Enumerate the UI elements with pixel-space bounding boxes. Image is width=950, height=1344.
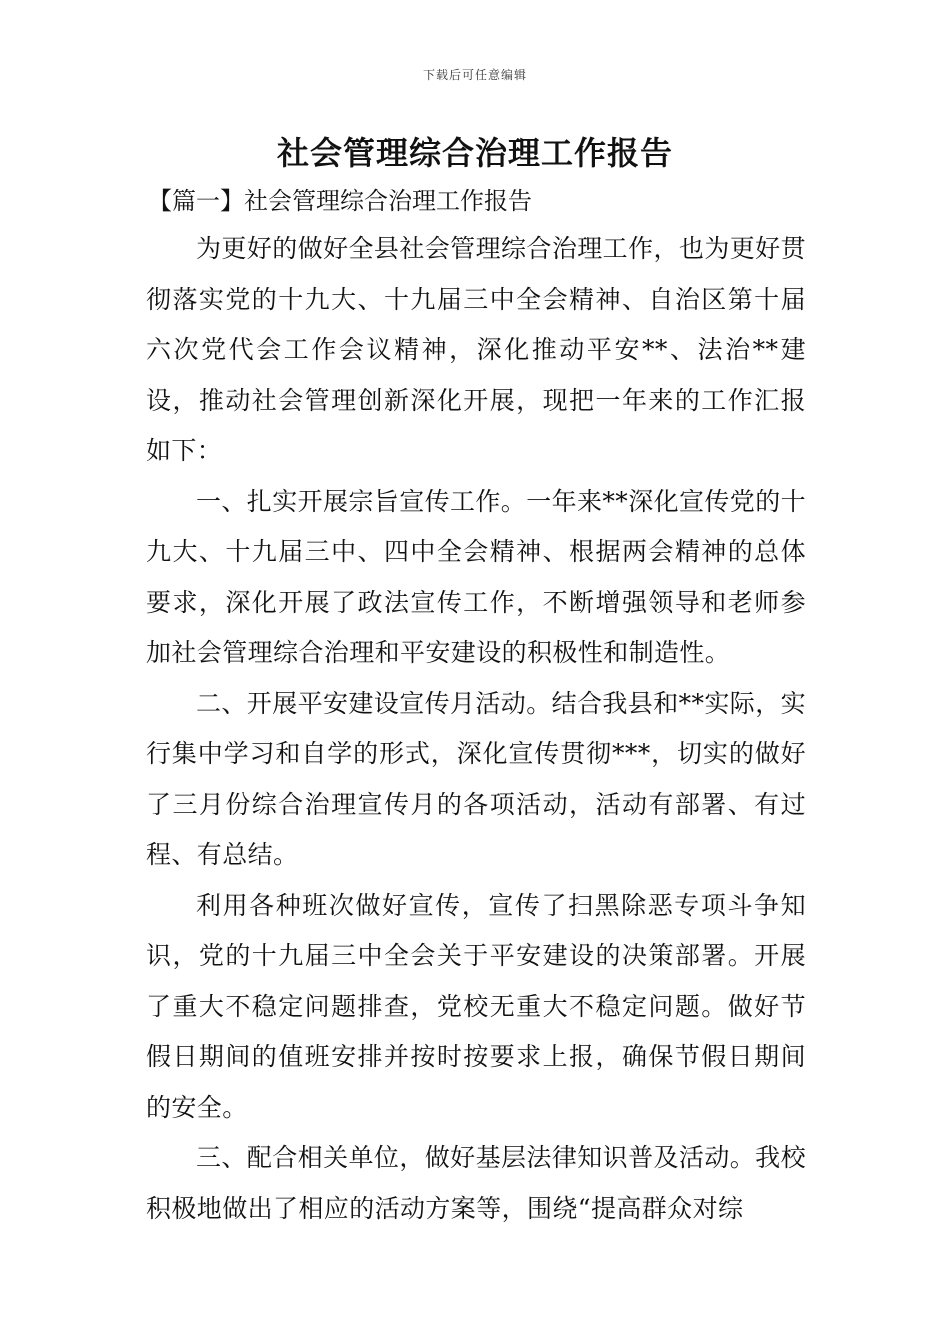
paragraph: 为更好的做好全县社会管理综合治理工作，也为更好贯彻落实党的十九大、十九届三中全会精神、自治区第十届六次党代会工作会议精神，深化推动平安**、法治**建设，推动社会管理创新深化开展，现把一年来的工作汇报如下：	[146, 234, 806, 465]
document-title: 社会管理综合治理工作报告	[276, 134, 673, 172]
document-body	[146, 224, 806, 1234]
header-note: 下载后可任意编辑	[422, 68, 527, 82]
paragraph: 二、开展平安建设宣传月活动。结合我县和**实际，实行集中学习和自学的形式，深化宣传贯彻***，切实的做好了三月份综合治理宣传月的各项活动，活动有部署、有过程、有总结。	[146, 688, 807, 869]
section-heading: 【篇一】社会管理综合治理工作报告	[148, 187, 532, 215]
paragraph: 利用各种班次做好宣传，宣传了扫黑除恶专项斗争知识，党的十九届三中全会关于平安建设的决策部署。开展了重大不稳定问题排查，党校无重大不稳定问题。做好节假日期间的值班安排并按时按要求上报，确保节假日期间的安全。	[146, 890, 806, 1122]
paragraph: 一、扎实开展宗旨宣传工作。一年来**深化宣传党的十九大、十九届三中、四中全会精神、根据两会精神的总体要求，深化开展了政法宣传工作，不断增强领导和老师参加社会管理综合治理和平安建设的积极性和制造性。	[146, 486, 807, 667]
paragraph: 三、配合相关单位，做好基层法律知识普及活动。我校积极地做出了相应的活动方案等，围绕“提高群众对综	[146, 1143, 806, 1223]
